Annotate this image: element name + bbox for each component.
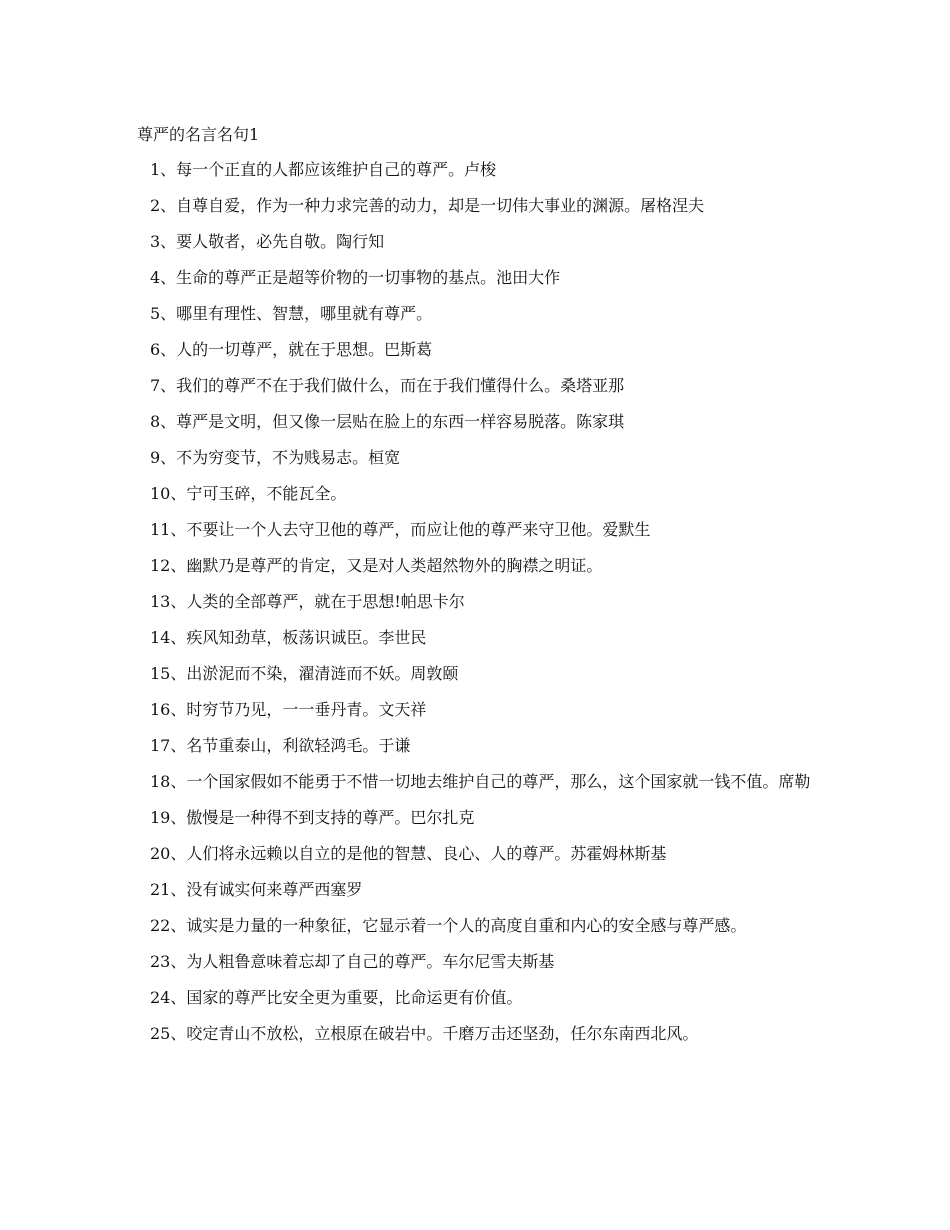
quote-item: 22、诚实是力量的一种象征，它显示着一个人的高度自重和内心的安全感与尊严感。 xyxy=(150,916,747,935)
quote-item: 23、为人粗鲁意味着忘却了自己的尊严。车尔尼雪夫斯基 xyxy=(150,952,555,971)
quote-item: 21、没有诚实何来尊严西塞罗 xyxy=(150,880,363,899)
quote-item: 20、人们将永远赖以自立的是他的智慧、良心、人的尊严。苏霍姆林斯基 xyxy=(150,844,667,863)
document-body xyxy=(115,124,827,1044)
quote-item: 9、不为穷变节，不为贱易志。桓宽 xyxy=(150,448,401,467)
quote-item: 2、自尊自爱，作为一种力求完善的动力，却是一切伟大事业的渊源。屠格涅夫 xyxy=(150,196,705,215)
quote-item: 6、人的一切尊严，就在于思想。巴斯葛 xyxy=(150,340,433,359)
quote-item: 14、疾风知劲草，板荡识诚臣。李世民 xyxy=(150,628,427,647)
quote-item: 10、宁可玉碎，不能瓦全。 xyxy=(150,484,347,503)
quote-item: 11、不要让一个人去守卫他的尊严，而应让他的尊严来守卫他。爱默生 xyxy=(150,520,651,539)
quote-item: 25、咬定青山不放松，立根原在破岩中。千磨万击还坚劲，任尔东南西北风。 xyxy=(150,1024,699,1043)
quote-item: 12、幽默乃是尊严的肯定，又是对人类超然物外的胸襟之明证。 xyxy=(150,556,603,575)
quote-item: 17、名节重泰山，利欲轻鸿毛。于谦 xyxy=(150,736,411,755)
quote-item: 5、哪里有理性、智慧，哪里就有尊严。 xyxy=(150,304,433,323)
quote-item: 15、出淤泥而不染，濯清涟而不妖。周敦颐 xyxy=(150,664,459,683)
quote-item: 7、我们的尊严不在于我们做什么，而在于我们懂得什么。桑塔亚那 xyxy=(150,376,625,395)
quote-item: 8、尊严是文明，但又像一层贴在脸上的东西一样容易脱落。陈家琪 xyxy=(150,412,625,431)
quote-item: 1、每一个正直的人都应该维护自己的尊严。卢梭 xyxy=(150,160,497,179)
quote-item: 16、时穷节乃见，一一垂丹青。文天祥 xyxy=(150,700,427,719)
document-title: 尊严的名言名句1 xyxy=(137,125,260,144)
quote-item: 3、要人敬者，必先自敬。陶行知 xyxy=(150,232,385,251)
quote-item: 13、人类的全部尊严，就在于思想!帕思卡尔 xyxy=(150,592,465,611)
quote-item: 4、生命的尊严正是超等价物的一切事物的基点。池田大作 xyxy=(150,268,561,287)
quote-item: 19、傲慢是一种得不到支持的尊严。巴尔扎克 xyxy=(150,808,475,827)
quote-item: 18、一个国家假如不能勇于不惜一切地去维护自己的尊严，那么，这个国家就一钱不值。席勒 xyxy=(150,772,811,791)
quote-list xyxy=(115,160,827,1044)
quote-item: 24、国家的尊严比安全更为重要，比命运更有价值。 xyxy=(150,988,523,1007)
